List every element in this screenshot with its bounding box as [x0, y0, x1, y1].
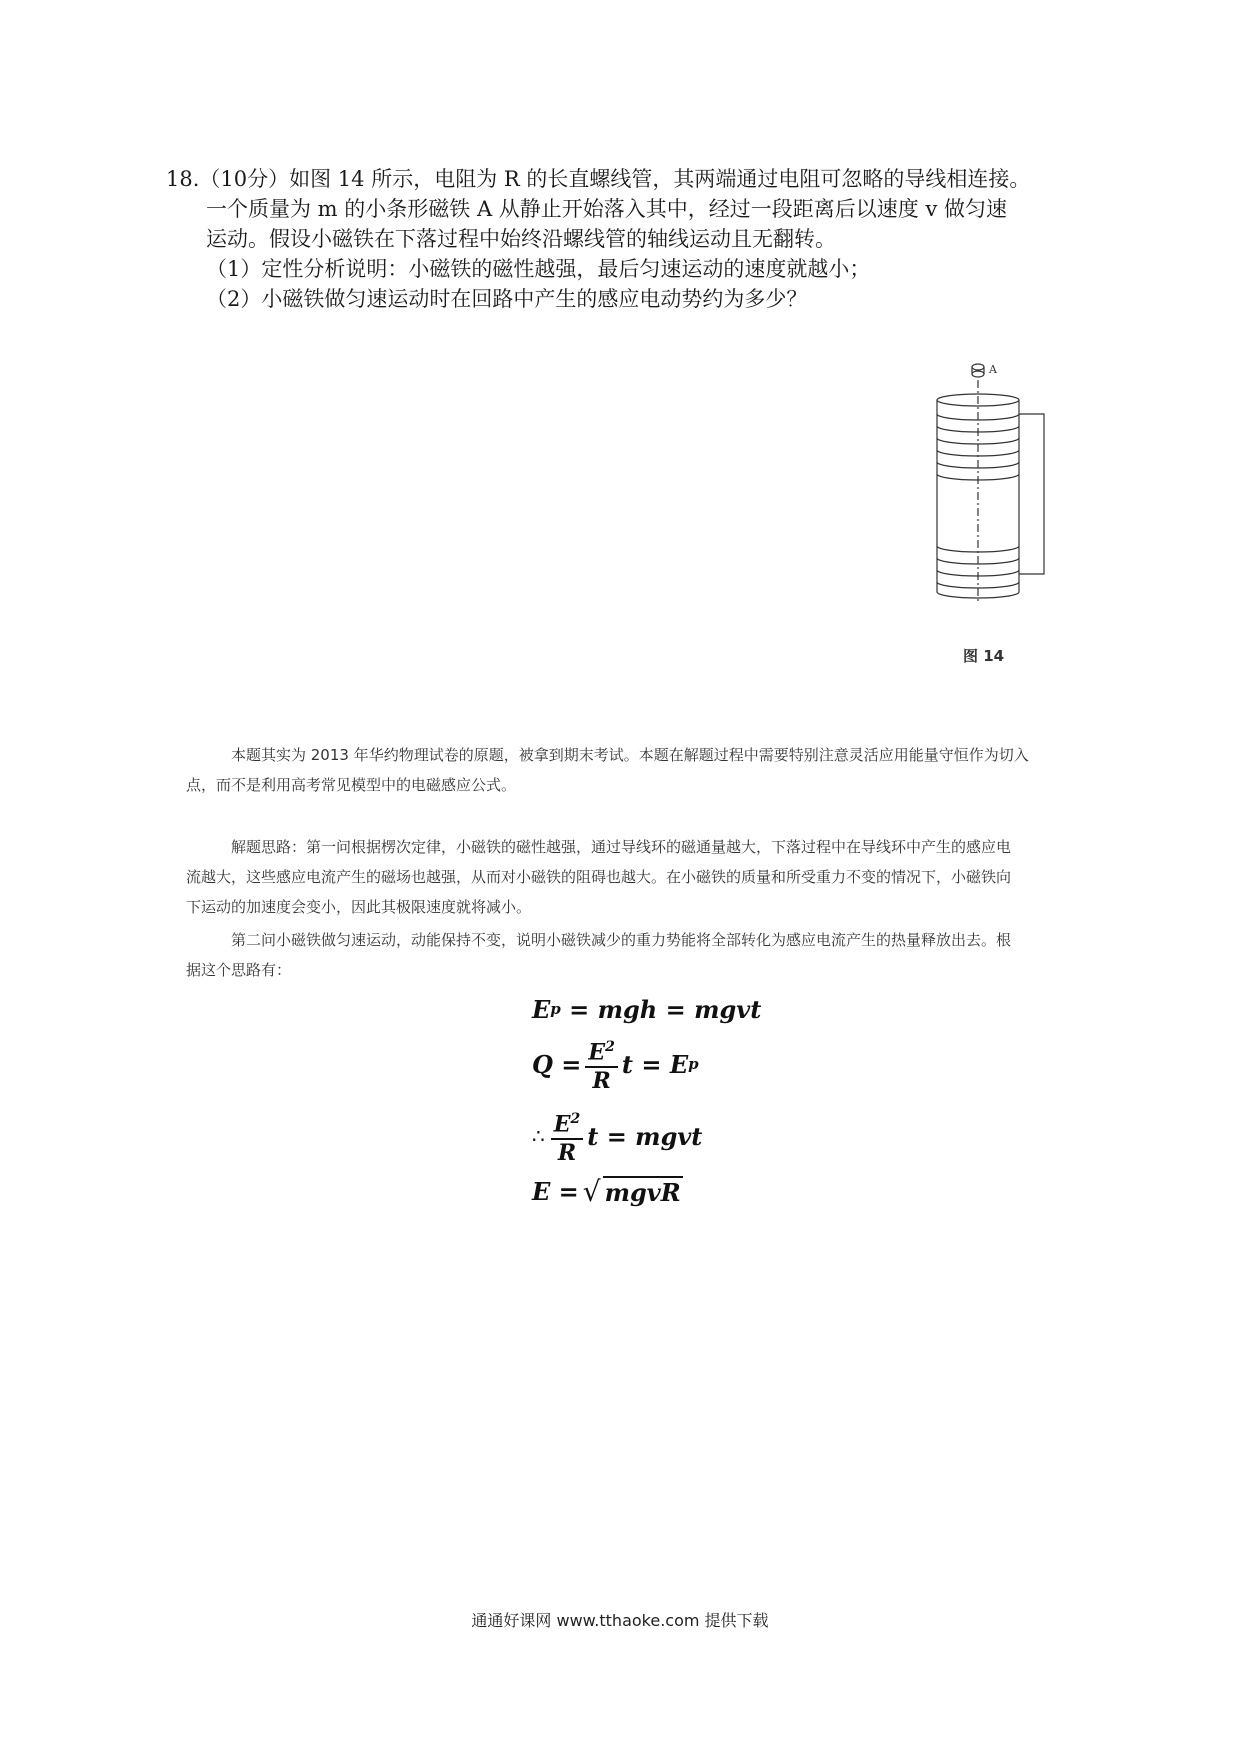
solenoid-diagram: [925, 362, 1075, 662]
figure-caption: 图 14: [963, 647, 1005, 665]
question-line: 运动。假设小磁铁在下落过程中始终沿螺线管的轴线运动且无翻转。: [206, 227, 836, 251]
footer-credit: 通通好课网 www.tthaoke.com 提供下载: [471, 1611, 769, 1630]
magnet-bottom: [972, 371, 984, 377]
question-sub-1: （1）定性分析说明：小磁铁的磁性越强，最后匀速运动的速度就越小；: [206, 257, 871, 281]
equation-3: ∴ $\frac{E^2}{R}$ t = mgvt: [532, 1100, 761, 1172]
question-sub-2: （2）小磁铁做匀速运动时在回路中产生的感应电动势约为多少？: [206, 287, 808, 311]
question-line: 一个质量为 m 的小条形磁铁 A 从静止开始落入其中，经过一段距离后以速度 v 做匀速: [206, 197, 1007, 221]
question-block: [166, 164, 1076, 314]
equation-1: E p = mgh = mgvt: [532, 994, 762, 1024]
magnet-label: A: [989, 363, 997, 376]
solenoid-figure: [925, 362, 1075, 662]
equations-block: [532, 990, 761, 1210]
question-line: 18.（10分）如图 14 所示，电阻为 R 的长直螺线管，其两端通过电阻可忽略的导线相连接。: [166, 167, 1031, 191]
solution-paragraph-1: 解题思路：第一问根据楞次定律，小磁铁的磁性越强，通过导线环的磁通量越大，下落过程中在导线环中产生的感应电 流越大，这些感应电流产生的磁场也越强，从而对小磁铁的阻碍也越大。在小磁铁的质量和所受重力不变的情况下，小磁铁向 下运动的加速度会变小，因此其极限速度就将减小。: [186, 838, 1012, 916]
intro-paragraph: 本题其实为 2013 年华约物理试卷的原题，被拿到期末考试。本题在解题过程中需要特别注意灵活应用能量守恒作为切入 点，而不是利用高考常见模型中的电磁感应公式。: [186, 746, 1029, 794]
equation-4: E = √ mgvR: [532, 1174, 681, 1208]
magnet-top: [972, 364, 984, 370]
equation-2: Q = $\frac{E^2}{R}$ t = E p: [532, 1028, 761, 1100]
solution-paragraph-2: 第二问小磁铁做匀速运动，动能保持不变，说明小磁铁减少的重力势能将全部转化为感应电流产生的热量释放出去。根 据这个思路有：: [186, 931, 1012, 979]
